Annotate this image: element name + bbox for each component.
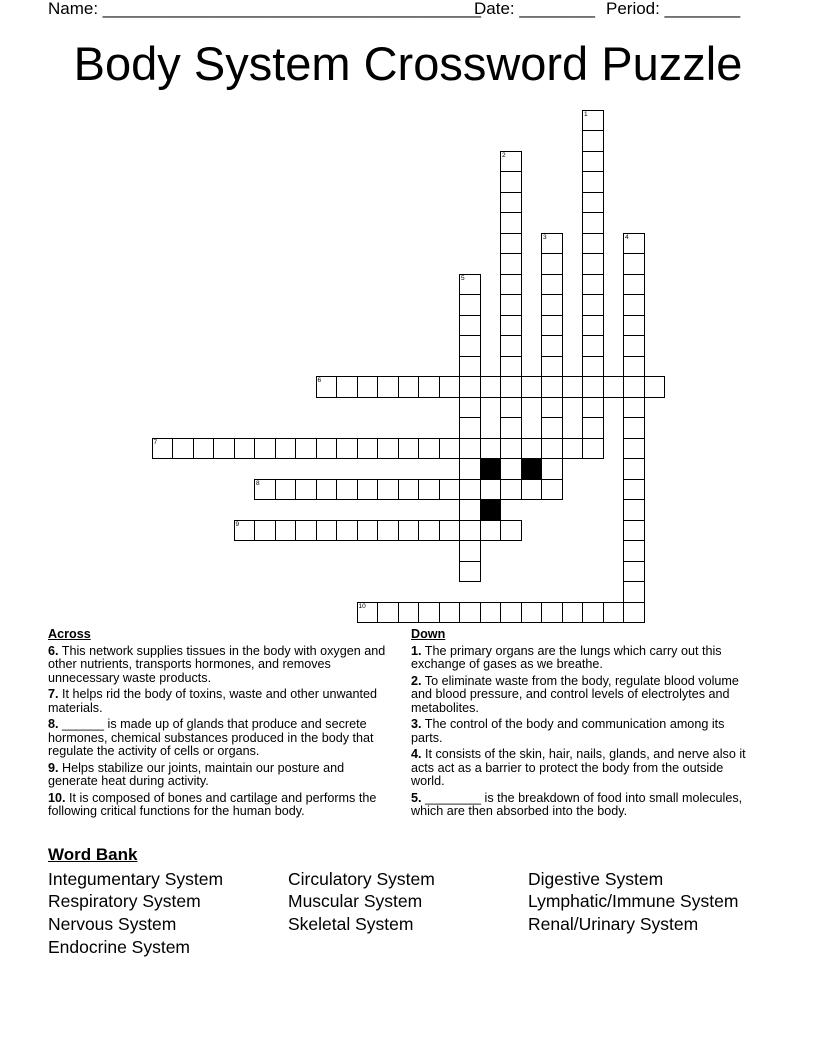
clue-down-4: 4. It consists of the skin, hair, nails, glands, and nerve also it acts act as a barrier to protect the body from the outside world. <box>411 747 746 788</box>
grid-cell[interactable] <box>582 335 604 357</box>
period-field[interactable]: Period: ________ <box>606 0 741 18</box>
grid-cell[interactable] <box>418 479 440 501</box>
grid-cell[interactable] <box>316 520 338 542</box>
grid-cell[interactable] <box>316 438 338 460</box>
grid-cell[interactable] <box>582 602 604 624</box>
grid-cell[interactable] <box>418 376 440 398</box>
grid-cell[interactable] <box>459 479 481 501</box>
grid-cell[interactable] <box>357 376 379 398</box>
grid-cell[interactable] <box>582 274 604 296</box>
grid-cell[interactable] <box>459 294 481 316</box>
grid-cell[interactable] <box>603 376 625 398</box>
grid-cell[interactable] <box>500 376 522 398</box>
clue-down-1: 1. The primary organs are the lungs which carry out this exchange of gases as we breathe. <box>411 643 722 671</box>
grid-cell[interactable] <box>582 253 604 275</box>
across-clues <box>48 628 393 822</box>
grid-cell[interactable] <box>500 417 522 439</box>
grid-cell[interactable] <box>336 438 358 460</box>
grid-cell[interactable] <box>623 335 645 357</box>
grid-cell[interactable] <box>439 520 461 542</box>
grid-cell[interactable] <box>500 356 522 378</box>
grid-cell[interactable] <box>541 438 563 460</box>
grid-cell[interactable] <box>480 602 502 624</box>
grid-cell[interactable] <box>316 479 338 501</box>
grid-cell[interactable] <box>500 192 522 214</box>
grid-cell[interactable] <box>295 520 317 542</box>
grid-cell[interactable] <box>623 417 645 439</box>
grid-cell[interactable] <box>213 438 235 460</box>
clue-number-label: 5 <box>461 274 465 282</box>
grid-cell[interactable] <box>459 315 481 337</box>
grid-cell[interactable] <box>377 520 399 542</box>
grid-cell[interactable] <box>398 602 420 624</box>
grid-cell[interactable] <box>623 253 645 275</box>
grid-cell[interactable] <box>500 274 522 296</box>
grid-cell[interactable] <box>336 479 358 501</box>
grid-cell[interactable] <box>623 561 645 583</box>
grid-cell[interactable] <box>623 356 645 378</box>
grid-cell[interactable] <box>500 520 522 542</box>
grid-cell[interactable] <box>459 356 481 378</box>
grid-cell[interactable] <box>582 356 604 378</box>
grid-cell[interactable] <box>500 233 522 255</box>
grid-cell[interactable] <box>623 376 645 398</box>
clue-number-label: 4 <box>625 233 629 241</box>
clue-number-label: 1 <box>584 110 588 118</box>
grid-cell[interactable] <box>295 479 317 501</box>
grid-cell[interactable] <box>357 438 379 460</box>
grid-cell[interactable] <box>562 602 584 624</box>
grid-cell[interactable] <box>541 274 563 296</box>
clue-down-5: 5. ________ is the breakdown of food into small molecules, which are then absorbed into the body. <box>411 790 743 818</box>
grid-cell[interactable] <box>500 335 522 357</box>
grid-cell[interactable] <box>541 315 563 337</box>
across-heading: Across <box>48 627 91 641</box>
grid-cell[interactable] <box>541 479 563 501</box>
grid-cell[interactable] <box>623 499 645 521</box>
grid-cell[interactable] <box>541 253 563 275</box>
grid-cell[interactable] <box>582 376 604 398</box>
word-bank-item: Endocrine System <box>48 937 191 957</box>
grid-cell[interactable] <box>623 438 645 460</box>
grid-cell[interactable] <box>541 376 563 398</box>
grid-cell[interactable] <box>459 417 481 439</box>
grid-cell[interactable] <box>562 376 584 398</box>
grid-cell[interactable] <box>521 376 543 398</box>
grid-block <box>480 499 502 521</box>
clue-across-7: 7. It helps rid the body of toxins, waste and other unwanted materials. <box>48 687 378 715</box>
grid-cell[interactable] <box>295 438 317 460</box>
grid-cell[interactable] <box>459 335 481 357</box>
grid-cell[interactable] <box>603 602 625 624</box>
clue-across-10: 10. It is composed of bones and cartilage and performs the following critical functions for the human body. <box>48 790 377 818</box>
grid-cell[interactable] <box>377 602 399 624</box>
grid-cell[interactable] <box>398 520 420 542</box>
grid-cell[interactable] <box>500 315 522 337</box>
grid-cell[interactable] <box>439 438 461 460</box>
date-field[interactable]: Date: ________ <box>474 0 595 18</box>
word-bank-item: Circulatory System <box>288 869 435 889</box>
grid-cell[interactable] <box>357 520 379 542</box>
grid-cell[interactable] <box>623 520 645 542</box>
clue-down-2: 2. To eliminate waste from the body, regulate blood volume and blood pressure, and control levels of electrolytes and metabolites. <box>411 673 739 715</box>
grid-cell[interactable] <box>582 130 604 152</box>
clue-number-label: 10 <box>358 602 366 610</box>
grid-cell[interactable] <box>336 520 358 542</box>
grid-cell[interactable] <box>398 376 420 398</box>
grid-cell[interactable] <box>541 458 563 480</box>
grid-cell[interactable] <box>459 376 481 398</box>
grid-cell[interactable] <box>459 602 481 624</box>
clue-number-label: 6 <box>317 377 322 384</box>
grid-cell[interactable] <box>541 356 563 378</box>
grid-cell[interactable] <box>480 520 502 542</box>
grid-cell[interactable] <box>582 171 604 193</box>
grid-cell[interactable] <box>623 294 645 316</box>
grid-cell[interactable] <box>377 438 399 460</box>
grid-cell[interactable] <box>623 315 645 337</box>
clue-number-label: 2 <box>502 151 506 159</box>
down-clues <box>411 628 756 822</box>
grid-cell[interactable] <box>418 520 440 542</box>
grid-cell[interactable] <box>480 479 502 501</box>
grid-cell[interactable] <box>377 479 399 501</box>
grid-cell[interactable] <box>459 540 481 562</box>
clue-number-label: 9 <box>235 520 240 528</box>
grid-cell[interactable] <box>623 602 645 624</box>
grid-cell[interactable] <box>439 479 461 501</box>
grid-cell[interactable] <box>398 479 420 501</box>
grid-cell[interactable] <box>521 438 543 460</box>
grid-cell[interactable] <box>459 397 481 419</box>
grid-block <box>480 458 502 480</box>
word-bank-item: Muscular System <box>288 891 423 911</box>
grid-cell[interactable] <box>623 581 645 603</box>
grid-cell[interactable] <box>582 438 604 460</box>
grid-cell[interactable] <box>582 294 604 316</box>
grid-cell[interactable] <box>500 479 522 501</box>
clue-number-label: 8 <box>256 479 260 487</box>
grid-cell[interactable] <box>480 376 502 398</box>
grid-cell[interactable] <box>459 561 481 583</box>
grid-cell[interactable] <box>459 458 481 480</box>
clue-number-label: 3 <box>543 233 547 241</box>
grid-cell[interactable] <box>521 479 543 501</box>
grid-cell[interactable] <box>275 520 297 542</box>
grid-cell[interactable] <box>644 376 666 398</box>
grid-cell[interactable] <box>336 376 358 398</box>
grid-block <box>521 458 543 480</box>
grid-cell[interactable] <box>418 602 440 624</box>
grid-cell[interactable] <box>582 397 604 419</box>
word-bank-item: Skeletal System <box>288 914 414 934</box>
grid-cell[interactable] <box>623 479 645 501</box>
grid-cell[interactable] <box>623 274 645 296</box>
grid-cell[interactable] <box>357 479 379 501</box>
grid-cell[interactable] <box>582 192 604 214</box>
grid-cell[interactable] <box>541 397 563 419</box>
grid-cell[interactable] <box>439 376 461 398</box>
grid-cell[interactable] <box>459 438 481 460</box>
grid-cell[interactable] <box>541 417 563 439</box>
grid-cell[interactable] <box>275 438 297 460</box>
grid-cell[interactable] <box>193 438 215 460</box>
grid-cell[interactable] <box>582 151 604 173</box>
grid-cell[interactable] <box>500 294 522 316</box>
grid-cell[interactable] <box>418 438 440 460</box>
grid-cell[interactable] <box>500 438 522 460</box>
word-bank-item: Integumentary System <box>48 869 224 889</box>
grid-cell[interactable] <box>398 438 420 460</box>
word-bank-item: Respiratory System <box>48 891 201 911</box>
grid-cell[interactable] <box>541 335 563 357</box>
grid-cell[interactable] <box>500 212 522 234</box>
clue-across-8: 8. ______ is made up of glands that produce and secrete hormones, chemical substances produced in the body that regulate the activity of cells or organs. <box>48 717 374 758</box>
down-heading: Down <box>411 627 446 641</box>
word-bank-title: Word Bank <box>48 845 138 864</box>
word-bank-item: Renal/Urinary System <box>528 914 699 934</box>
grid-cell[interactable] <box>500 171 522 193</box>
grid-cell[interactable] <box>500 602 522 624</box>
clue-across-9: 9. Helps stabilize our joints, maintain our posture and generate heat during activity. <box>48 760 345 788</box>
grid-cell[interactable] <box>582 212 604 234</box>
grid-cell[interactable] <box>234 438 256 460</box>
clue-number-label: 7 <box>153 438 158 446</box>
page-title: Body System Crossword Puzzle <box>73 37 743 90</box>
grid-cell[interactable] <box>623 540 645 562</box>
grid-cell[interactable] <box>521 602 543 624</box>
grid-cell[interactable] <box>562 438 584 460</box>
grid-cell[interactable] <box>459 520 481 542</box>
grid-cell[interactable] <box>480 438 502 460</box>
grid-cell[interactable] <box>541 602 563 624</box>
word-bank-item: Digestive System <box>528 869 664 889</box>
grid-cell[interactable] <box>254 520 276 542</box>
grid-cell[interactable] <box>275 479 297 501</box>
name-field[interactable]: Name: ________________________________________ <box>48 0 481 18</box>
grid-cell[interactable] <box>500 397 522 419</box>
grid-cell[interactable] <box>582 417 604 439</box>
clue-down-3: 3. The control of the body and communication among its parts. <box>411 717 725 745</box>
grid-cell[interactable] <box>541 294 563 316</box>
grid-cell[interactable] <box>500 253 522 275</box>
grid-cell[interactable] <box>254 438 276 460</box>
grid-cell[interactable] <box>582 315 604 337</box>
grid-cell[interactable] <box>439 602 461 624</box>
grid-cell[interactable] <box>377 376 399 398</box>
grid-cell[interactable] <box>623 458 645 480</box>
word-bank-item: Lymphatic/Immune System <box>528 891 739 911</box>
clue-across-6: 6. This network supplies tissues in the body with oxygen and other nutrients, transports hormones, and removes unnecessary waste products. <box>48 643 386 685</box>
grid-cell[interactable] <box>582 233 604 255</box>
grid-cell[interactable] <box>623 397 645 419</box>
grid-cell[interactable] <box>172 438 194 460</box>
word-bank-item: Nervous System <box>48 914 177 934</box>
grid-cell[interactable] <box>459 499 481 521</box>
